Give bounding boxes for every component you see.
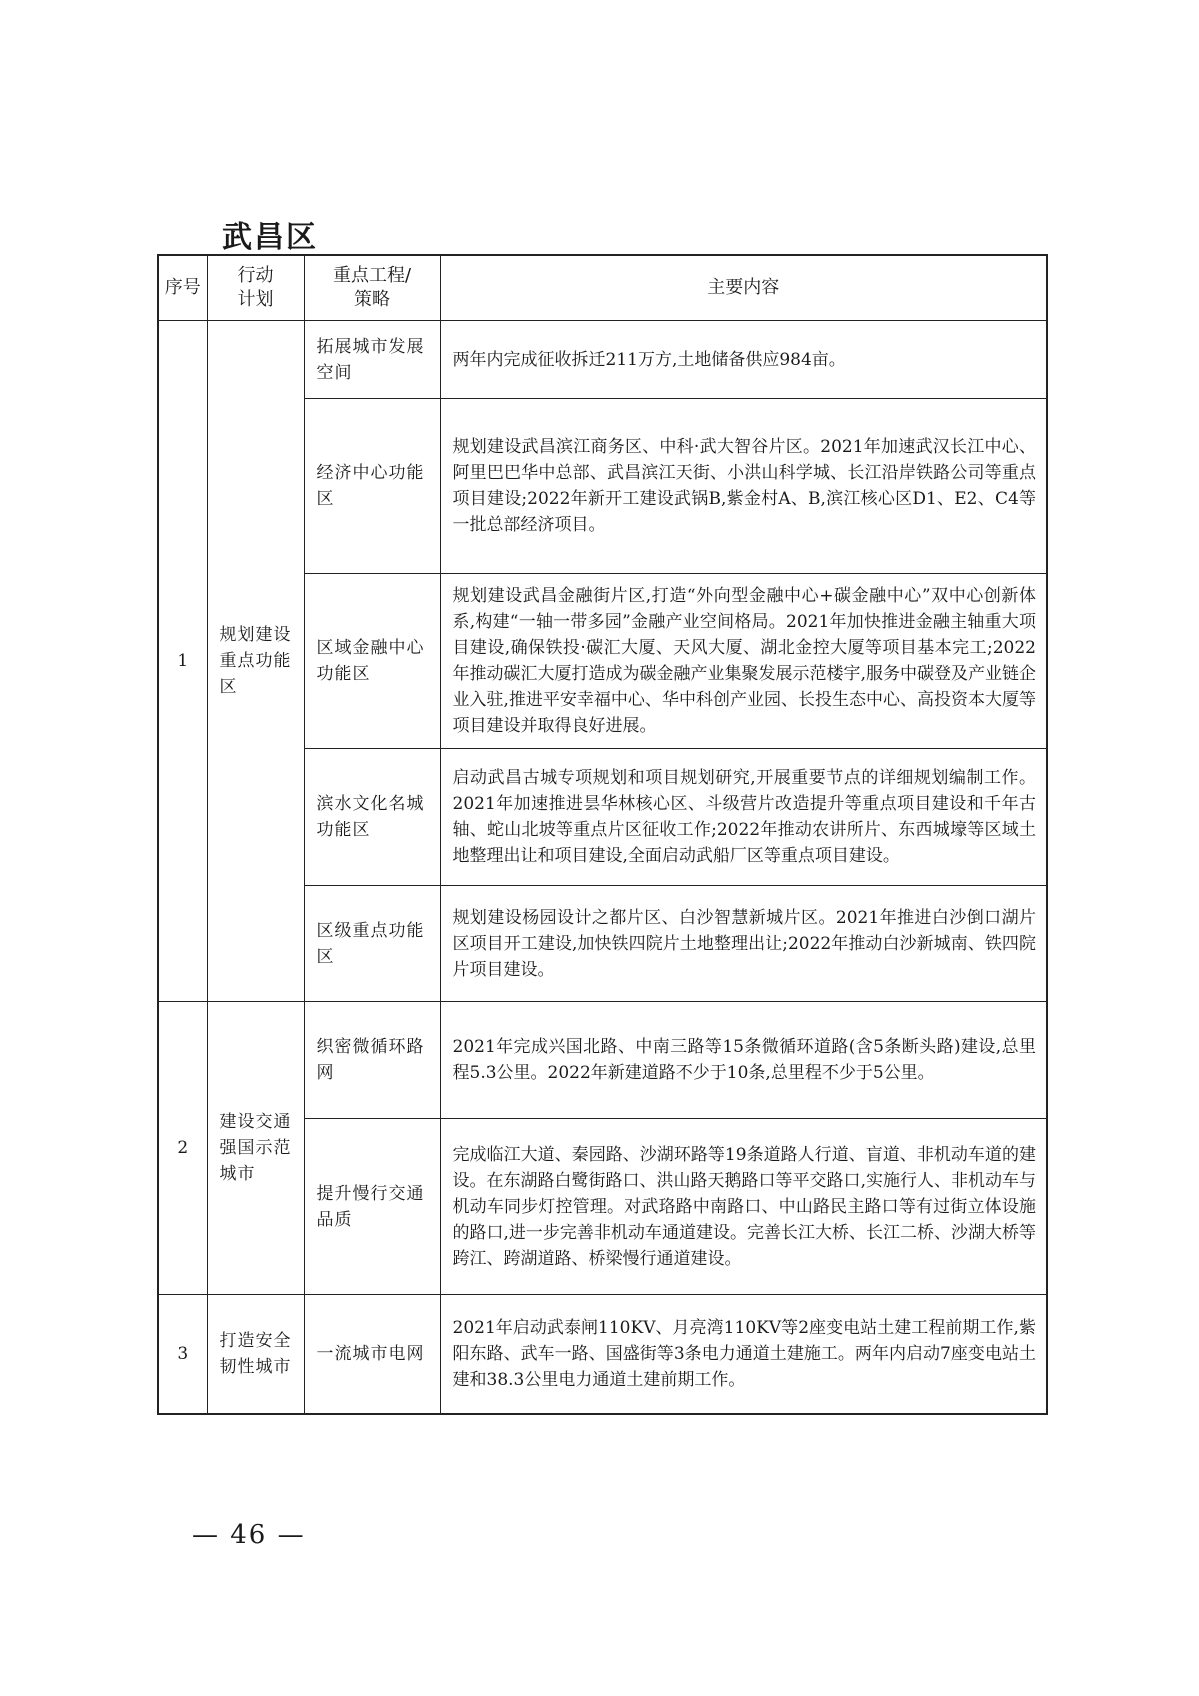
main-content: 规划建设武昌滨江商务区、中科·武大智谷片区。2021年加速武汉长江中心、阿里巴巴华中总部、武昌滨江天街、小洪山科学城、长江沿岸铁路公司等重点项目建设;2022年新开工建设武锅B,紫金村A、B,滨江核心区D1、E2、C4等一批总部经济项目。 xyxy=(440,399,1047,574)
action-plan: 建设交通强国示范城市 xyxy=(207,1002,304,1295)
section-number: 3 xyxy=(158,1295,207,1414)
project-name: 一流城市电网 xyxy=(304,1295,440,1414)
page-number: — 46 — xyxy=(192,1520,306,1550)
section-number: 2 xyxy=(158,1002,207,1295)
main-content: 启动武昌古城专项规划和项目规划研究,开展重要节点的详细规划编制工作。2021年加速推进昙华林核心区、斗级营片改造提升等重点项目建设和千年古轴、蛇山北坡等重点片区征收工作;2022年推动农讲所片、东西城壕等区域土地整理出让和项目建设,全面启动武船厂区等重点项目建设。 xyxy=(440,749,1047,886)
main-content: 规划建设杨园设计之都片区、白沙智慧新城片区。2021年推进白沙倒口湖片区项目开工建设,加快铁四院片土地整理出让;2022年推动白沙新城南、铁四院片项目建设。 xyxy=(440,886,1047,1002)
section-number: 1 xyxy=(158,321,207,1002)
project-name: 经济中心功能区 xyxy=(304,399,440,574)
header-content: 主要内容 xyxy=(440,255,1047,321)
table-row xyxy=(158,1295,1047,1414)
main-content: 2021年完成兴国北路、中南三路等15条微循环道路(含5条断头路)建设,总里程5.3公里。2022年新建道路不少于10条,总里程不少于5公里。 xyxy=(440,1002,1047,1119)
header-project: 重点工程/ 策略 xyxy=(304,255,440,321)
project-name: 提升慢行交通品质 xyxy=(304,1119,440,1295)
action-plan: 打造安全韧性城市 xyxy=(207,1295,304,1414)
main-content: 完成临江大道、秦园路、沙湖环路等19条道路人行道、盲道、非机动车道的建设。在东湖路白鹭街路口、洪山路天鹅路口等平交路口,实施行人、非机动车与机动车同步灯控管理。对武珞路中南路口、中山路民主路口等有过街立体设施的路口,进一步完善非机动车通道建设。完善长江大桥、长江二桥、沙湖大桥等跨江、跨湖道路、桥梁慢行通道建设。 xyxy=(440,1119,1047,1295)
header-action: 行动 计划 xyxy=(207,255,304,321)
action-plan: 规划建设重点功能区 xyxy=(207,321,304,1002)
project-name: 拓展城市发展空间 xyxy=(304,321,440,399)
main-content: 2021年启动武泰闸110KV、月亮湾110KV等2座变电站土建工程前期工作,紫阳东路、武车一路、国盛街等3条电力通道土建施工。两年内启动7座变电站土建和38.3公里电力通道土建前期工作。 xyxy=(440,1295,1047,1414)
project-name: 滨水文化名城功能区 xyxy=(304,749,440,886)
project-name: 织密微循环路网 xyxy=(304,1002,440,1119)
table-row xyxy=(158,1002,1047,1119)
header-num: 序号 xyxy=(158,255,207,321)
action-plan-table xyxy=(157,254,1048,1415)
table-row xyxy=(158,321,1047,399)
project-name: 区级重点功能区 xyxy=(304,886,440,1002)
main-content: 规划建设武昌金融街片区,打造“外向型金融中心+碳金融中心”双中心创新体系,构建“一轴一带多园”金融产业空间格局。2021年加快推进金融主轴重大项目建设,确保铁投·碳汇大厦、天风大厦、湖北金控大厦等项目基本完工;2022年推动碳汇大厦打造成为碳金融产业集聚发展示范楼宇,服务中碳登及产业链企业入驻,推进平安幸福中心、华中科创产业园、长投生态中心、高投资本大厦等项目建设并取得良好进展。 xyxy=(440,574,1047,749)
project-name: 区域金融中心功能区 xyxy=(304,574,440,749)
table-header-row xyxy=(158,255,1047,321)
district-title: 武昌区 xyxy=(222,220,318,255)
main-content: 两年内完成征收拆迁211万方,土地储备供应984亩。 xyxy=(440,321,1047,399)
